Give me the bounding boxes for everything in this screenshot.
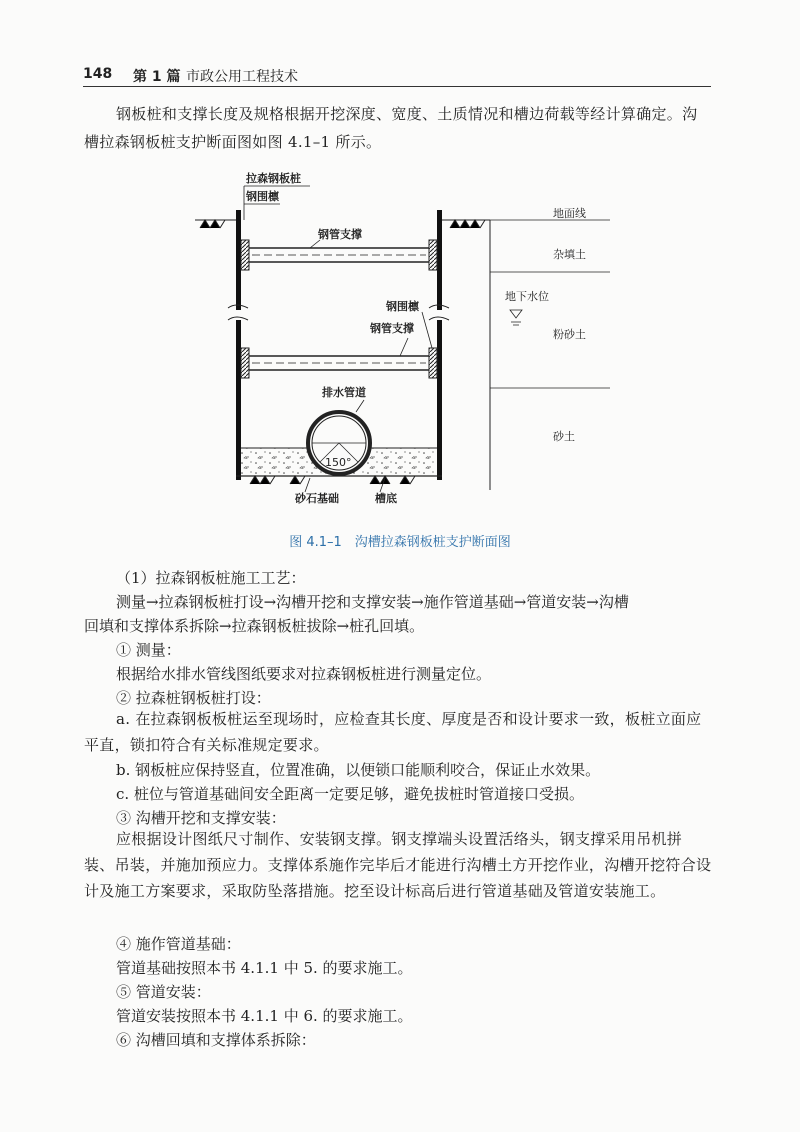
left-sheet-pile bbox=[236, 210, 241, 310]
bedding-angle-label: 150° bbox=[325, 456, 352, 469]
process-line-1: 测量→拉森钢板桩打设→沟槽开挖和支撑安装→施作管道基础→管道安装→沟槽 bbox=[116, 593, 629, 611]
step5-title: ⑤ 管道安装： bbox=[116, 983, 211, 1001]
right-sheet-pile bbox=[437, 210, 442, 310]
step4-text: 管道基础按照本书 4.1.1 中 5. 的要求施工。 bbox=[116, 959, 413, 977]
intro-paragraph: 钢板桩和支撑长度及规格根据开挖深度、宽度、土质情况和槽边荷载等经计算确定。沟槽拉森钢板桩支护断面图如图 4.1–1 所示。 bbox=[84, 105, 698, 151]
step2-b: b. 钢板桩应保持竖直，位置准确，以便锁口能顺利咬合，保证止水效果。 bbox=[116, 761, 601, 779]
step1-title: ① 测量： bbox=[116, 641, 181, 659]
ground-hatch-left bbox=[200, 220, 225, 228]
ground-hatch-right bbox=[450, 220, 485, 228]
top-purlin-left bbox=[241, 240, 249, 270]
label-strut-mid: 钢管支撑 bbox=[370, 322, 414, 335]
step3-title: ③ 沟槽开挖和支撑安装： bbox=[116, 809, 286, 827]
trench-bottom-hatch bbox=[250, 476, 415, 484]
label-strut-top: 钢管支撑 bbox=[318, 228, 362, 241]
heading-1: （1）拉森钢板桩施工工艺： bbox=[116, 569, 306, 587]
label-soil-sand: 砂土 bbox=[553, 430, 575, 443]
step3-text: 应根据设计图纸尺寸制作、安装钢支撑。钢支撑端头设置活络头，钢支撑采用吊机拼装、吊装，并施加预应力。支撑体系施作完毕后才能进行沟槽土方开挖作业，沟槽开挖符合设计及施工方案要求，采取防坠落措施。挖至设计标高后进行管道基础及管道安装施工。 bbox=[84, 830, 712, 900]
water-level-icon bbox=[510, 310, 522, 325]
step4-title: ④ 施作管道基础： bbox=[116, 935, 241, 953]
label-purlin-top: 钢围檩 bbox=[246, 190, 279, 203]
label-trench-bottom: 槽底 bbox=[375, 492, 397, 505]
header-rule bbox=[83, 86, 711, 87]
figure-caption: 图 4.1–1 沟槽拉森钢板桩支护断面图 bbox=[289, 535, 511, 550]
mid-purlin-left bbox=[241, 348, 249, 378]
label-gravel: 砂石基础 bbox=[295, 492, 339, 505]
header-title: 市政公用工程技术 bbox=[186, 69, 298, 85]
label-pile: 拉森钢板桩 bbox=[246, 172, 301, 185]
step2-a: a. 在拉森钢板板桩运至现场时，应检查其长度、厚度是否和设计要求一致，板桩立面应平直，锁扣符合有关标准规定要求。 bbox=[84, 710, 702, 754]
step2-title: ② 拉森桩钢板桩打设： bbox=[116, 689, 271, 707]
step5-text: 管道安装按照本书 4.1.1 中 6. 的要求施工。 bbox=[116, 1007, 413, 1025]
section-label: 第 1 篇 bbox=[133, 69, 181, 85]
step6-title: ⑥ 沟槽回填和支撑体系拆除： bbox=[116, 1031, 316, 1049]
label-ground: 地面线 bbox=[553, 207, 586, 220]
label-water-level: 地下水位 bbox=[505, 290, 549, 303]
label-soil-fill: 杂填土 bbox=[553, 248, 586, 261]
label-purlin-mid: 钢围檩 bbox=[386, 300, 419, 313]
page-number: 148 bbox=[83, 66, 113, 82]
label-pipe: 排水管道 bbox=[322, 386, 366, 399]
process-line-2: 回填和支撑体系拆除→拉森钢板桩拔除→桩孔回填。 bbox=[84, 617, 425, 635]
top-purlin-right bbox=[429, 240, 437, 270]
trench-section-figure bbox=[170, 160, 630, 525]
running-header bbox=[83, 66, 723, 88]
step1-text: 根据给水排水管线图纸要求对拉森钢板桩进行测量定位。 bbox=[116, 665, 492, 683]
label-soil-silt: 粉砂土 bbox=[553, 328, 586, 341]
step2-c: c. 桩位与管道基础间安全距离一定要足够，避免拔桩时管道接口受损。 bbox=[116, 785, 584, 803]
mid-purlin-right bbox=[429, 348, 437, 378]
